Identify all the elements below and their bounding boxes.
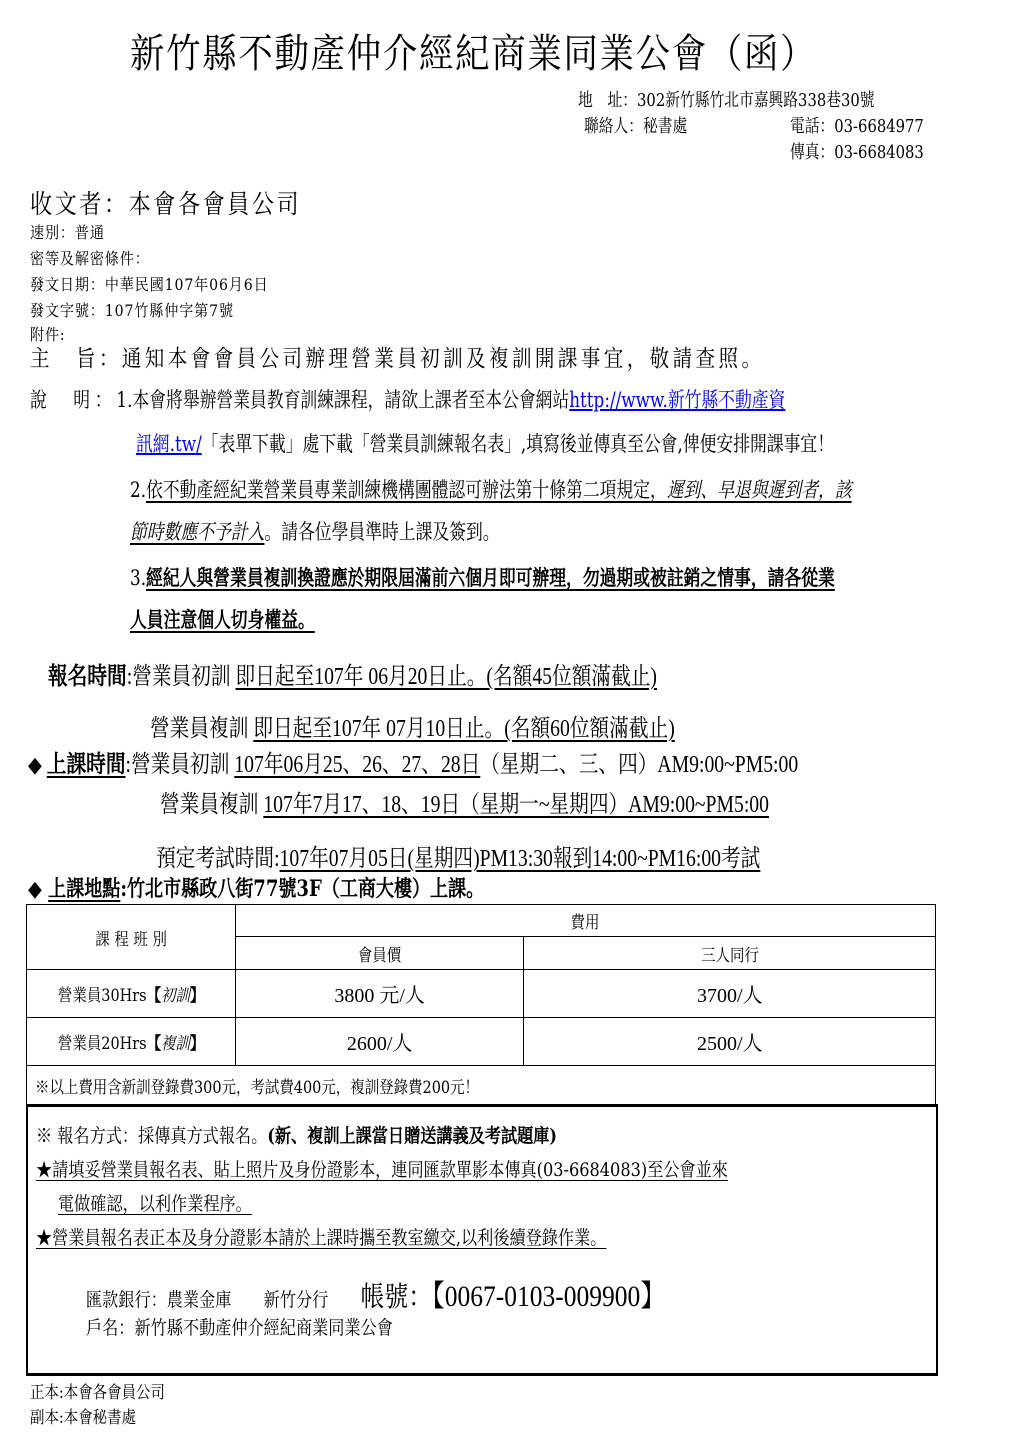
holder-label: 戶名： <box>86 1317 135 1339</box>
location-label: 上課地點 <box>48 876 121 902</box>
subject-label: 主 旨： <box>30 346 122 372</box>
explanation-label: 說 明： <box>30 388 117 412</box>
header-fee-label: 費用 <box>570 913 600 933</box>
recipient-line <box>30 184 301 221</box>
meta-value: 中華民國107年06月6日 <box>104 275 269 294</box>
course-name: 營業員30Hrs <box>57 986 147 1006</box>
fee-note-text: ※以上費用含新訓登錄費300元，考試費400元，複訓登錄費200元！ <box>35 1077 479 1098</box>
subject-line <box>30 340 764 373</box>
diamond-bullet-icon: ◆ <box>28 876 42 902</box>
item3-num: 3. <box>130 566 147 590</box>
address-label: 地 址： <box>578 90 638 111</box>
phone-line <box>790 112 924 138</box>
class-location <box>28 872 484 903</box>
phone-label: 電話： <box>790 116 835 137</box>
course-name: 營業員20Hrs <box>57 1034 147 1054</box>
document-title: 新竹縣不動產仲介經紀商業同業公會（函） <box>130 31 817 77</box>
copy-label: 副本: <box>30 1408 64 1428</box>
course-name: 營業員複訓 <box>150 716 249 742</box>
meta-value: 普通 <box>74 223 105 242</box>
class-dates: 107年06月25、26、27、28日 <box>234 752 481 778</box>
fax-label: 傳真： <box>790 142 835 163</box>
bank-name: 農業金庫 <box>166 1289 232 1311</box>
registration-window: 即日起至107年 06月20日止。(名額45位額滿截止) <box>235 664 657 690</box>
item2-signin: 。請各位學員準時上課及簽到。 <box>264 520 500 544</box>
meta-label: 發文字號： <box>30 301 105 320</box>
method-bonus: (新、複訓上課當日贈送講義及考試題庫) <box>267 1125 558 1147</box>
meta-classification <box>30 246 150 269</box>
fee-table <box>26 904 936 1107</box>
class-hours: （星期二、三、四）AM9:00~PM5:00 <box>480 752 799 778</box>
meta-label: 附件: <box>30 325 66 344</box>
header-fee <box>235 905 935 937</box>
method-label: ※ 報名方式：採傳真方式報名。 <box>36 1125 268 1147</box>
contact-value: 秘書處 <box>643 116 688 137</box>
registration-box <box>26 1104 938 1376</box>
course-cell: 營業員30Hrs【初訓】 <box>27 970 236 1018</box>
meta-label: 發文日期： <box>30 275 105 294</box>
registration-step-2: ★營業員報名表正本及身分證影本請於上課時攜至教室繳交,以利後續登錄作業。 <box>36 1227 607 1249</box>
class-time-renewal <box>160 784 769 819</box>
explanation-item-2 <box>130 474 852 504</box>
course-type: 複訓 <box>160 1034 190 1054</box>
item2-rule: 依不動產經紀業營業員專業訓練機構團體認可辦法第十條第二項規定， <box>146 478 667 502</box>
header-course <box>27 905 236 970</box>
member-price-cell: 3800 元/人 <box>235 970 524 1018</box>
item3-line2: 人員注意個人切身權益。 <box>130 607 315 632</box>
table-row <box>27 1018 936 1066</box>
header-member-price <box>235 937 524 970</box>
item1-suffix: 「表單下載」處下載「營業員訓練報名表」,填寫後並傳真至公會,俾便安排開課事宜！ <box>201 432 835 456</box>
account-label: 帳號： <box>360 1280 433 1313</box>
contact-line <box>584 112 687 138</box>
copy-recipient <box>30 1403 136 1428</box>
group-price-cell: 2500/人 <box>524 1018 936 1066</box>
separator: : <box>126 664 133 690</box>
address-line <box>578 86 875 112</box>
fax-line <box>790 138 924 164</box>
separator: : <box>125 752 131 778</box>
course-cell: 營業員20Hrs【複訓】 <box>27 1018 236 1066</box>
course-name: 營業員複訓 <box>160 792 259 818</box>
item2-hours-note: 節時數應不予計入 <box>130 520 265 544</box>
class-time-initial <box>28 744 798 779</box>
account-number: 【0067-0103-009900】 <box>432 1280 666 1313</box>
subject-text: 通知本會會員公司辦理營業員初訓及複訓開課事宜，敬請查照。 <box>121 346 765 372</box>
recipient-label: 收文者： <box>30 190 129 220</box>
registration-step-1: ★請填妥營業員報名表、貼上照片及身份證影本，連同匯款單影本傳真(03-6684083)至公會並來 <box>36 1159 728 1181</box>
exam-time-value: 107年07月05日(星期四)PM13:30報到14:00~PM16:00考試 <box>279 846 761 872</box>
copy-value: 本會秘書處 <box>63 1408 137 1428</box>
holder-name: 新竹縣不動產仲介經紀商業同業公會 <box>134 1317 393 1339</box>
header-member-label: 會員價 <box>357 945 402 966</box>
item2-num: 2. <box>130 478 147 502</box>
meta-value: 107竹縣仲字第7號 <box>104 301 234 320</box>
group-price-cell: 3700/人 <box>524 970 936 1018</box>
explanation-item-1 <box>30 384 785 414</box>
phone-value: 03-6684977 <box>834 116 924 137</box>
explanation-item-3 <box>130 562 835 592</box>
registration-period-renewal <box>150 708 675 743</box>
separator: : <box>120 876 128 902</box>
meta-doc-number <box>30 298 234 321</box>
bank-branch: 新竹分行 <box>263 1289 329 1311</box>
website-link-cont[interactable]: 訊網.tw/ <box>136 432 202 456</box>
header-course-label: 課 程 班 別 <box>95 929 167 950</box>
registration-step-1-cont: 電做確認，以利作業程序。 <box>58 1193 252 1215</box>
header-group-price <box>524 937 936 970</box>
bank-info <box>86 1271 666 1315</box>
explanation-item-1-cont <box>136 428 834 458</box>
meta-speed <box>30 220 105 243</box>
bank-label: 匯款銀行： <box>86 1289 167 1311</box>
recipient-value: 本會各會員公司 <box>128 190 302 220</box>
exam-time-label: 預定考試時間: <box>156 846 280 872</box>
class-dates: 107年7月17、18、19日（星期一~星期四）AM9:00~PM5:00 <box>263 792 769 818</box>
address-value: 302新竹縣竹北市嘉興路338巷30號 <box>637 90 875 111</box>
location-value: 竹北市縣政八街77號3F（工商大樓）上課。 <box>127 876 485 902</box>
registration-period-initial <box>48 656 657 691</box>
registration-window: 即日起至107年 07月10日止。(名額60位額滿截止) <box>253 716 675 742</box>
contact-label: 聯絡人： <box>584 116 644 137</box>
diamond-bullet-icon: ◆ <box>28 752 42 777</box>
course-name: 營業員初訓 <box>132 664 231 690</box>
item2-late-note: 遲到、早退與遲到者，該 <box>666 478 852 502</box>
exam-time <box>156 838 760 873</box>
account-holder <box>86 1313 393 1340</box>
original-label: 正本: <box>30 1383 64 1403</box>
header-group-label: 三人同行 <box>700 945 759 966</box>
item1-text: 1.本會將舉辦營業員教育訓練課程，請欲上課者至本公會網站 <box>116 388 570 412</box>
registration-method <box>36 1121 557 1148</box>
class-time-label: 上課時間 <box>46 752 126 778</box>
original-value: 本會各會員公司 <box>63 1383 165 1403</box>
table-row <box>27 970 936 1018</box>
meta-label: 速別： <box>30 223 75 242</box>
explanation-item-2-cont <box>130 516 500 546</box>
course-name: 營業員初訓 <box>130 752 230 778</box>
fee-note <box>27 1066 936 1106</box>
explanation-item-3-cont <box>130 604 315 634</box>
meta-label: 密等及解密條件： <box>30 249 150 268</box>
registration-time-label: 報名時間 <box>48 664 127 690</box>
website-link[interactable]: http://www.新竹縣不動產資 <box>569 388 786 412</box>
original-recipient <box>30 1378 165 1403</box>
member-price-cell: 2600/人 <box>235 1018 524 1066</box>
item3-line1: 經紀人與營業員複訓換證應於期限屆滿前六個月即可辦理，勿過期或被註銷之情事，請各從業 <box>146 565 835 590</box>
meta-date <box>30 272 269 295</box>
fax-value: 03-6684083 <box>834 142 924 163</box>
course-type: 初訓 <box>160 986 190 1006</box>
